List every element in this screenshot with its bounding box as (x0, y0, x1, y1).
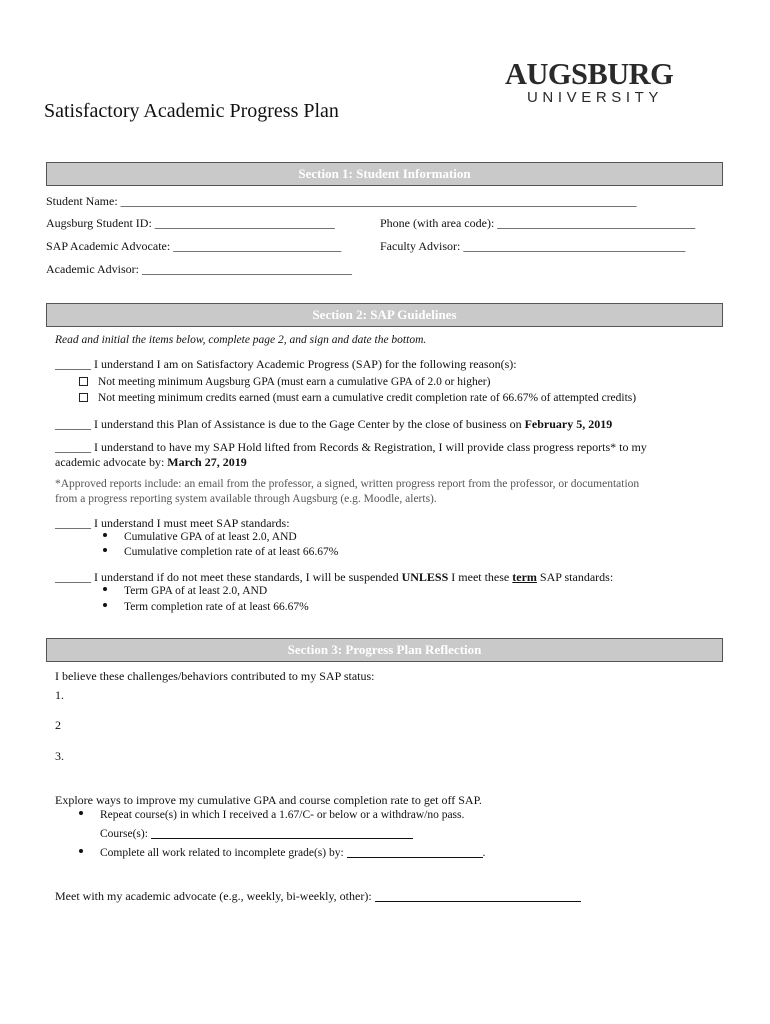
section2-header: Section 2: SAP Guidelines (46, 303, 723, 327)
progress-reports-deadline (55, 455, 247, 470)
bullet-repeat-courses (79, 809, 464, 821)
suspension-text-c: SAP standards: (536, 570, 614, 584)
bullet-icon (103, 603, 107, 607)
explore-ways-text: Explore ways to improve my cumulative GPA and course completion rate to get off SAP. (55, 793, 482, 807)
reason-credits-label: Not meeting minimum credits earned (must earn a cumulative credit completion rate of 66.67% of attempted credits) (98, 392, 637, 404)
student-name-field[interactable]: Student Name: ______________________________________________________________________________________ (46, 194, 637, 208)
section1-header: Section 1: Student Information (46, 162, 723, 186)
progress-reports-deadline-value: March 27, 2019 (167, 455, 247, 469)
initial-item-sap-reasons[interactable]: ______ I understand I am on Satisfactory Academic Progress (SAP) for the following reason(s): (55, 357, 517, 371)
progress-reports-deadline-text: academic advocate by: (55, 455, 168, 469)
bullet-icon (103, 548, 107, 552)
bullet-complete-incomplete-label: Complete all work related to incomplete grade(s) by: (100, 847, 347, 859)
suspension-text-b: I meet these (448, 570, 513, 584)
bullet-icon (79, 811, 83, 815)
initial-item-suspension[interactable] (55, 570, 613, 585)
due-date-text: ______ I understand this Plan of Assistance is due to the Gage Center by the close of business on (55, 417, 525, 431)
meet-advocate-input-line[interactable] (375, 889, 581, 902)
section3-header: Section 3: Progress Plan Reflection (46, 638, 723, 662)
bullet-cumulative-completion-label: Cumulative completion rate of at least 66.67% (124, 546, 339, 558)
bullet-term-completion-label: Term completion rate of at least 66.67% (124, 601, 309, 613)
faculty-advisor-field[interactable]: Faculty Advisor: _____________________________________ (380, 239, 686, 253)
section2-instructions: Read and initial the items below, complete page 2, and sign and date the bottom. (55, 334, 427, 346)
bullet-repeat-courses-label: Repeat course(s) in which I received a 1.67/C- or below or a withdraw/no pass. (100, 809, 465, 821)
approved-reports-note-line2: from a progress reporting system available through Augsburg (e.g. Moodle, alerts). (55, 493, 437, 505)
bullet-term-gpa-label: Term GPA of at least 2.0, AND (124, 585, 268, 597)
initial-item-due-date[interactable] (55, 417, 612, 432)
initial-item-progress-reports[interactable]: ______ I understand to have my SAP Hold lifted from Records & Registration, I will provide class progress reports* to my (55, 440, 647, 454)
bullet-cumulative-completion (103, 546, 338, 558)
due-date-value: February 5, 2019 (524, 417, 613, 431)
academic-advisor-field[interactable]: Academic Advisor: ___________________________________ (46, 262, 352, 276)
augsburg-logo-subtitle: UNIVERSITY (527, 89, 664, 106)
initial-item-sap-standards[interactable]: ______ I understand I must meet SAP standards: (55, 516, 290, 530)
bullet-icon (103, 587, 107, 591)
bullet-icon (79, 849, 83, 853)
courses-label: Course(s): (100, 828, 151, 840)
checkbox-icon[interactable] (79, 393, 88, 402)
bullet-cumulative-gpa (103, 531, 297, 543)
reflection-prompt: I believe these challenges/behaviors contributed to my SAP status: (55, 669, 375, 683)
sap-advocate-field[interactable]: SAP Academic Advocate: ____________________________ (46, 239, 342, 253)
courses-field[interactable] (100, 826, 413, 840)
reason-gpa-checkbox-row[interactable] (79, 376, 490, 388)
reason-credits-checkbox-row[interactable] (79, 392, 636, 404)
bullet-term-completion (103, 601, 309, 613)
bullet-complete-incomplete (79, 845, 485, 859)
bullet-icon (103, 533, 107, 537)
page-title: Satisfactory Academic Progress Plan (44, 100, 339, 122)
approved-reports-note-line1: *Approved reports include: an email from the professor, a signed, written progress report from the professor, or documentation (55, 478, 640, 490)
suspension-text-a: ______ I understand if do not meet these standards, I will be suspended (55, 570, 402, 584)
bullet-cumulative-gpa-label: Cumulative GPA of at least 2.0, AND (124, 531, 297, 543)
checkbox-icon[interactable] (79, 377, 88, 386)
meet-advocate-label: Meet with my academic advocate (e.g., weekly, bi-weekly, other): (55, 889, 375, 903)
meet-advocate-field[interactable] (55, 889, 581, 904)
reflection-item-2[interactable]: 2 (55, 718, 61, 732)
courses-input-line[interactable] (151, 826, 413, 839)
suspension-term: term (512, 570, 537, 584)
phone-field[interactable]: Phone (with area code): _________________________________ (380, 216, 696, 230)
augsburg-logo-wordmark: AUGSBURG (505, 56, 674, 91)
bullet-term-gpa (103, 585, 267, 597)
reflection-item-1[interactable]: 1. (55, 688, 64, 702)
reflection-item-3[interactable]: 3. (55, 749, 64, 763)
complete-by-period: . (482, 847, 486, 859)
complete-by-input-line[interactable] (347, 845, 483, 858)
reason-gpa-label: Not meeting minimum Augsburg GPA (must earn a cumulative GPA of 2.0 or higher) (98, 376, 491, 388)
suspension-unless: UNLESS (401, 570, 449, 584)
student-id-field[interactable]: Augsburg Student ID: ______________________________ (46, 216, 335, 230)
